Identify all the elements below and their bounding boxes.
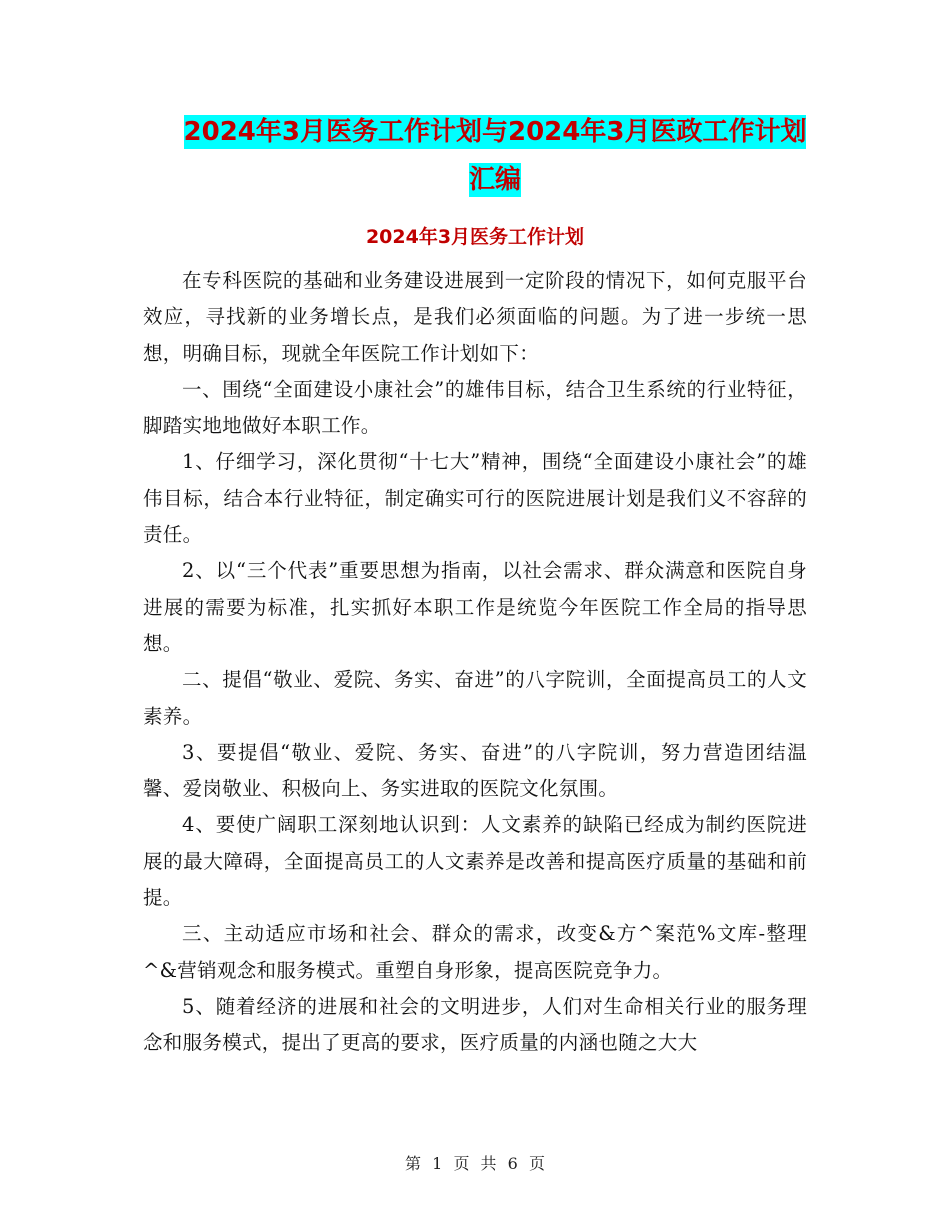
- footer-label-unit: 页: [453, 1154, 470, 1173]
- paragraph: 1、仔细学习，深化贯彻“十七大”精神，围绕“全面建设小康社会”的雄伟目标，结合本行业特征，制定确实可行的医院进展计划是我们义不容辞的责任。: [143, 450, 807, 547]
- paragraph: 5、随着经济的进展和社会的文明进步，人们对生命相关行业的服务理念和服务模式，提出了更高的要求，医疗质量的内涵也随之大大: [143, 994, 807, 1055]
- paragraph: 3、要提倡“敬业、爱院、务实、奋进”的八字院训，努力营造团结温馨、爱岗敬业、积极向上、务实进取的医院文化氛围。: [143, 740, 807, 801]
- paragraph: 在专科医院的基础和业务建设进展到一定阶段的情况下，如何克服平台效应，寻找新的业务增长点，是我们必须面临的问题。为了进一步统一思想，明确目标，现就全年医院工作计划如下：: [143, 269, 807, 365]
- footer-label-total: 共: [480, 1154, 497, 1173]
- paragraph: 2、以“三个代表”重要思想为指南，以社会需求、群众满意和医院自身进展的需要为标准，扎实抓好本职工作是统览今年医院工作全局的指导思想。: [143, 559, 807, 655]
- paragraph: 一、围绕“全面建设小康社会”的雄伟目标，结合卫生系统的行业特征，脚踏实地地做好本职工作。: [143, 377, 807, 438]
- document-title-line1: 2024年3月医务工作计划与2024年3月医政工作计划: [183, 117, 807, 147]
- footer-label-unit2: 页: [528, 1154, 545, 1173]
- page-footer: [0, 1152, 950, 1176]
- body-text: [143, 263, 807, 1062]
- footer-total-pages: 6: [507, 1154, 518, 1173]
- section-title: 2024年3月医务工作计划: [365, 226, 585, 248]
- footer-label-page: 第: [405, 1154, 422, 1173]
- paragraph: 4、要使广阔职工深刻地认识到：人文素养的缺陷已经成为制约医院进展的最大障碍，全面提高员工的人文素养是改善和提高医疗质量的基础和前提。: [143, 813, 807, 910]
- footer-current-page: 1: [432, 1154, 443, 1173]
- paragraph: 二、提倡“敬业、爱院、务实、奋进”的八字院训，全面提高员工的人文素养。: [143, 668, 807, 728]
- paragraph: 三、主动适应市场和社会、群众的需求，改变&方^案范%文库-整理^&营销观念和服务模式。重塑自身形象，提高医院竞争力。: [143, 922, 807, 982]
- document-title: [140, 108, 850, 204]
- document-title-line2: 汇编: [468, 165, 521, 195]
